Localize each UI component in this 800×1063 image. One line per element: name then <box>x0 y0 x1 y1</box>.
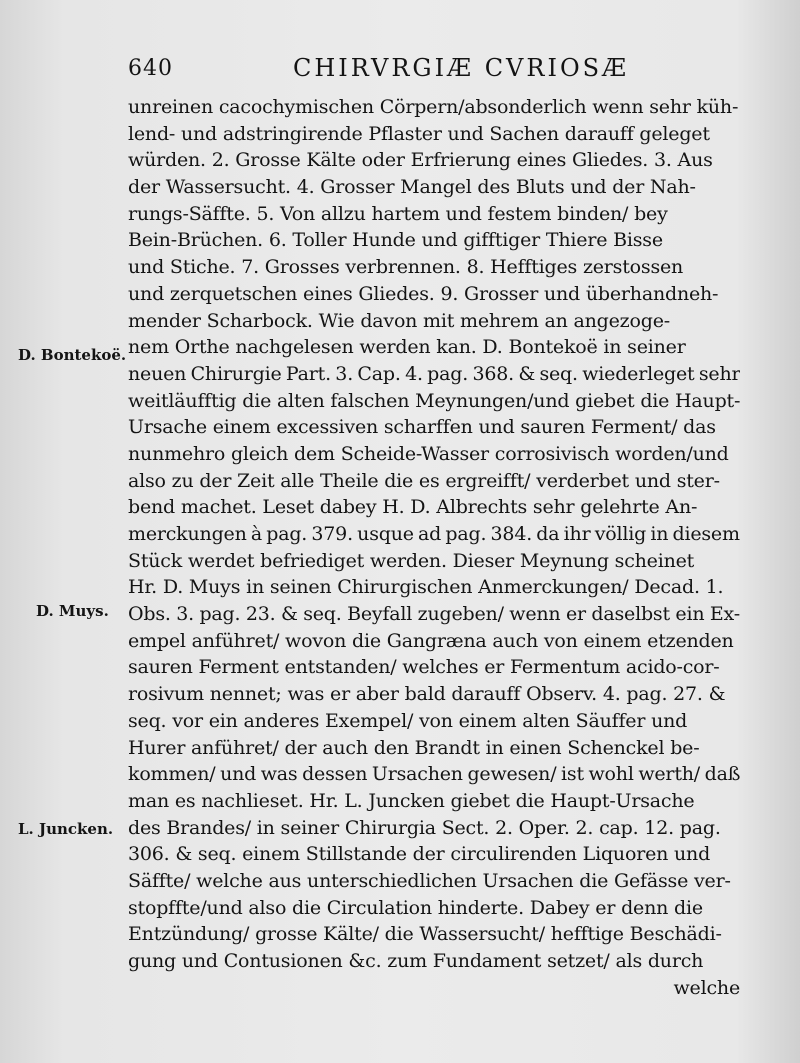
text-line: würden. 2. Grosse Kälte oder Erfrierung eines Gliedes. 3. Aus <box>128 149 713 172</box>
text-line: Ursache einem excessiven scharffen und sauren Ferment/ das <box>128 416 716 439</box>
text-line: stopffte/und also die Circulation hinderte. Dabey er denn die <box>128 896 703 919</box>
text-line: rosivum nennet; was er aber bald darauff Observ. 4. pag. 27. & <box>128 683 726 706</box>
text-line: 306. & seq. einem Stillstande der circulirenden Liquoren und <box>128 843 711 866</box>
text-line: seq. vor ein anderes Exempel/ von einem alten Säuffer und <box>128 709 688 732</box>
text-line: und Stiche. 7. Grosses verbrennen. 8. Hefftiges zerstossen <box>128 256 684 279</box>
page-header <box>118 48 738 88</box>
text-line: mender Scharbock. Wie davon mit mehrem an angezoge- <box>128 309 670 332</box>
text-line: Hurer anführet/ der auch den Brandt in einen Schenckel be- <box>128 736 700 759</box>
text-line: des Brandes/ in seiner Chirurgia Sect. 2. Oper. 2. cap. 12. pag. <box>128 816 721 839</box>
text-line: man es nachlieset. Hr. L. Juncken giebet die Haupt-Ursache <box>128 789 695 812</box>
text-line: Entzündung/ grosse Kälte/ die Wassersucht/ hefftige Beschädi- <box>128 923 722 946</box>
text-line: gung und Contusionen &c. zum Fundament setzet/ als durch <box>128 950 704 972</box>
body-text <box>128 94 740 1001</box>
margin-note-bontekoe: D. Bontekoë. <box>18 346 127 364</box>
text-line: Hr. D. Muys in seinen Chirurgischen Anmerckungen/ Decad. 1. <box>128 576 724 599</box>
text-line: weitläufftig die alten falschen Meynungen/und giebet die Haupt- <box>128 389 740 412</box>
text-line: also zu der Zeit alle Theile die es ergreifft/ verderbet und ster- <box>128 469 720 492</box>
running-title: CHIRVRGIÆ CVRIOSÆ <box>293 54 630 82</box>
margin-note-muys: D. Muys. <box>36 602 109 620</box>
text-line: nunmehro gleich dem Scheide-Wasser corrosivisch worden/und <box>128 442 729 465</box>
text-line: kommen/ und was dessen Ursachen gewesen/ ist wohl werth/ daß <box>128 763 740 786</box>
text-line: lend- und adstringirende Pflaster und Sachen darauff geleget <box>128 122 710 145</box>
text-line: sauren Ferment entstanden/ welches er Fermentum acido-cor- <box>128 656 720 679</box>
text-line: rungs-Säffte. 5. Von allzu hartem und festem binden/ bey <box>128 202 668 225</box>
text-line: Obs. 3. pag. 23. & seq. Beyfall zugeben/ wenn er daselbst ein Ex- <box>128 603 740 626</box>
text-line: der Wassersucht. 4. Grosser Mangel des Bluts und der Nah- <box>128 176 696 199</box>
text-line: bend machet. Leset dabey H. D. Albrechts sehr gelehrte An- <box>128 496 698 519</box>
text-line: empel anführet/ wovon die Gangræna auch von einem etzenden <box>128 629 734 652</box>
text-line: Stück werdet befriediget werden. Dieser Meynung scheinet <box>128 549 695 572</box>
text-line: neuen Chirurgie Part. 3. Cap. 4. pag. 368. & seq. wiederleget sehr <box>128 362 740 385</box>
text-line: und zerquetschen eines Gliedes. 9. Grosser und überhandneh- <box>128 282 719 305</box>
text-line: Bein-Brüchen. 6. Toller Hunde und gifftiger Thiere Bisse <box>128 229 663 252</box>
page-number: 640 <box>128 56 173 81</box>
margin-note-juncken: L. Juncken. <box>18 820 114 838</box>
text-line: merckungen à pag. 379. usque ad pag. 384. da ihr völlig in diesem <box>128 523 740 545</box>
text-line: unreinen cacochymischen Cörpern/absonderlich wenn sehr küh- <box>128 96 739 118</box>
text-line: Säffte/ welche aus unterschiedlichen Ursachen die Gefässe ver- <box>128 869 731 892</box>
catchword: welche <box>673 976 740 999</box>
text-line: nem Orthe nachgelesen werden kan. D. Bontekoë in seiner <box>128 336 686 359</box>
